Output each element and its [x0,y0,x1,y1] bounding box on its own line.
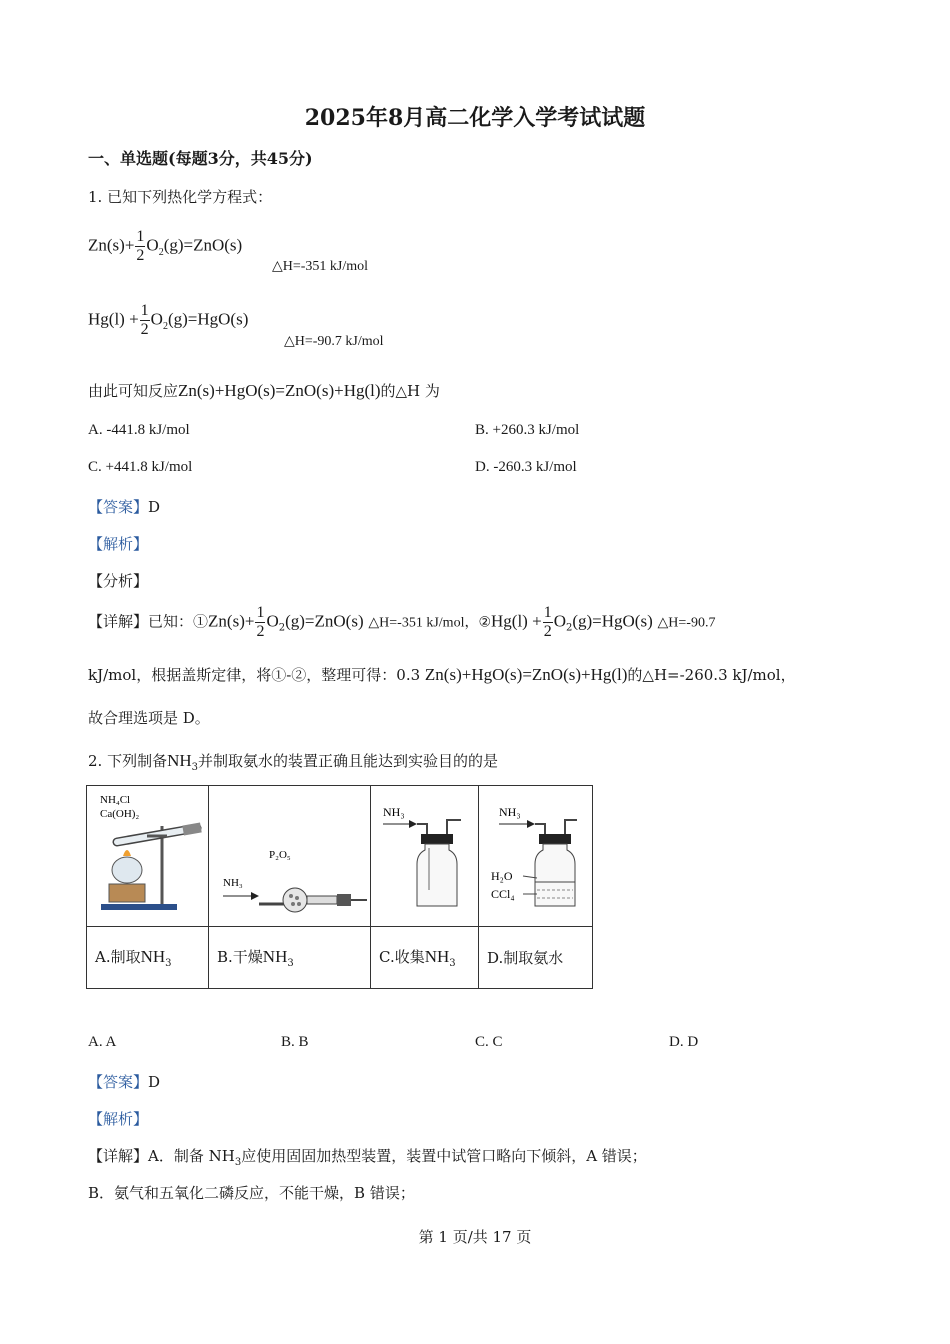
caption-d: D.制取氨水 [479,927,593,989]
caption-a: A.制取$NH_3$ [87,927,209,989]
q1-analysis-tag: 【解析】 [88,535,149,553]
page-title: 2025年8月高二化学入学考试试题 [304,105,646,131]
q1-option-a: A. -441.8 kJ/mol [88,422,190,438]
apparatus-d-image [479,786,592,922]
q1-stem: 1. 已知下列热化学方程式： [88,188,273,206]
q1-option-b: B. +260.3 kJ/mol [475,422,580,438]
apparatus-a-image [87,786,208,922]
label-p2o5: P₂O₅ [269,849,291,861]
q1-option-c: C. +441.8 kJ/mol [88,459,193,475]
q1-eq1-dh: △H=-351 kJ/mol [272,259,369,274]
q1-detail-line3: 故合理选项是 D。 [88,709,210,727]
q2-detail-b: B．氨气和五氧化二磷反应，不能干燥，B 错误； [88,1184,415,1202]
q1-option-d: D. -260.3 kJ/mol [475,459,577,475]
q2-option-a: A. A [88,1034,117,1050]
label-b-nh3: NH₃ [223,877,243,889]
label-c-nh3: NH₃ [383,805,405,819]
page-footer: 第 1 页/共 17 页 [418,1228,532,1246]
q1-question: 由此可知反应Zn(s)+HgO(s)=ZnO(s)+Hg(l)的△H 为 [88,381,440,400]
apparatus-b-image [209,786,370,922]
apparatus-c-image [371,786,478,922]
label-ccl4: CCl₄ [491,887,515,901]
q1-detail-line1: 【详解】已知：①Zn(s)+ $\frac{1}{2}$ $O_2(g)=ZnO(s)$ △H=-351 kJ/mol，②Hg(l) + $\frac{1}{2}$ $O_2(g)=HgO(s)$ △H=-90.7 [88,604,716,640]
q1-eq2-dh: △H=-90.7 kJ/mol [284,334,384,349]
apparatus-b-cell [209,786,371,927]
caption-c: C.收集$NH_3$ [371,927,479,989]
apparatus-c-cell [371,786,479,927]
q2-stem: 2. 下列制备$NH_3$并制取氨水的装置正确且能达到实验目的的是 [88,751,499,773]
q2-detail-a: 【详解】A．制备 $NH_3$应使用固固加热型装置，装置中试管口略向下倾斜，A 错误； [88,1147,647,1168]
q2-option-b: B. B [281,1034,309,1050]
label-caoh2: Ca(OH)₂ [100,808,140,820]
section-heading: 一、单选题(每题3分，共45分) [88,149,313,168]
q1-eq1: Zn(s)+ $\frac{1}{2}$ $O_2(g)=ZnO(s)$ [88,228,243,264]
label-h2o: H₂O [491,869,513,883]
apparatus-a-cell [87,786,209,927]
q1-fenxi-tag: 【分析】 [88,572,149,590]
q2-answer: 【答案】D [88,1073,161,1091]
q1-detail-line2: kJ/mol，根据盖斯定律，将①-②，整理可得：0.3 Zn(s)+HgO(s)=ZnO(s)+Hg(l)的△H=-260.3 kJ/mol， [88,665,796,684]
q1-eq2: Hg(l) + $\frac{1}{2}$ $O_2(g)=HgO(s)$ [88,302,249,338]
label-nh4cl: NH₄Cl [100,794,131,806]
apparatus-d-cell [479,786,593,927]
apparatus-table [86,785,593,989]
label-d-nh3: NH₃ [499,805,521,819]
q2-analysis-tag: 【解析】 [88,1110,149,1128]
q2-option-c: C. C [475,1034,503,1050]
q2-option-d: D. D [669,1034,699,1050]
q1-answer: 【答案】D [88,498,161,516]
caption-b: B.干燥$NH_3$ [209,927,371,989]
